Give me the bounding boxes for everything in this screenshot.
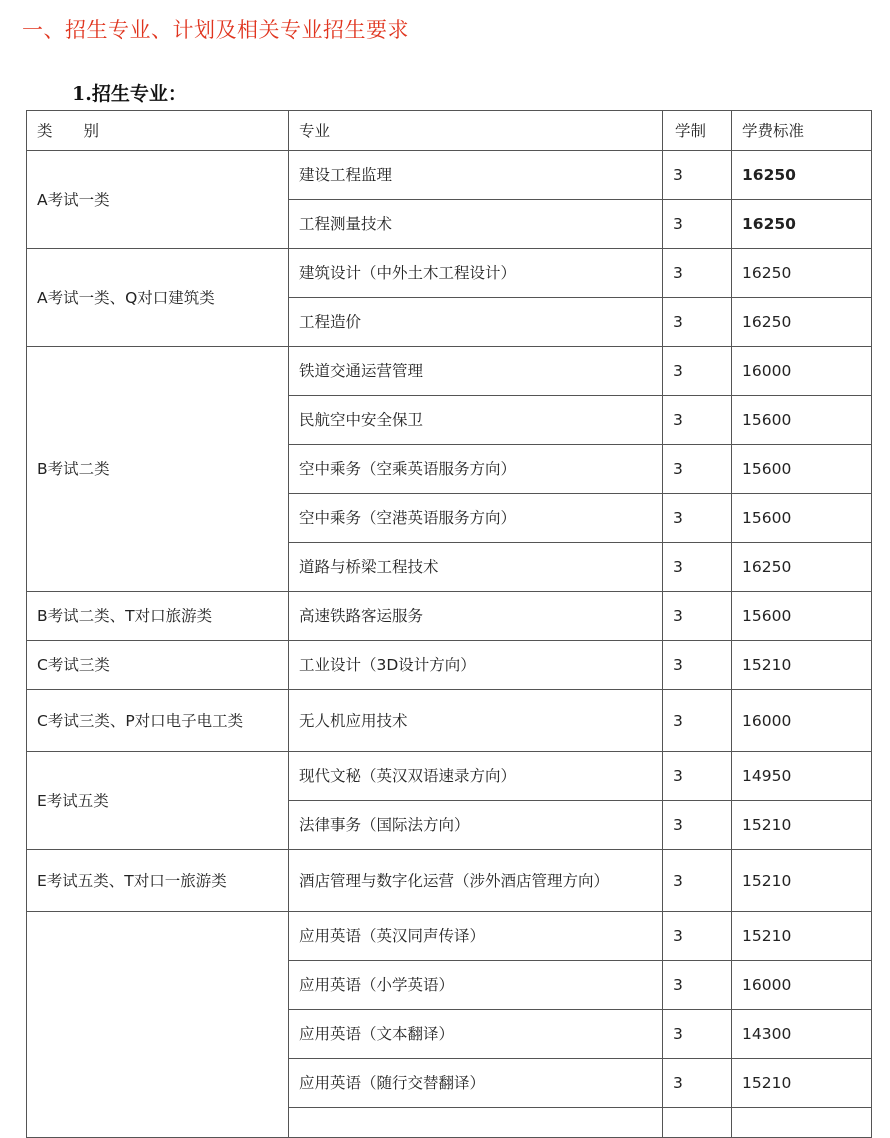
years-cell: 3 bbox=[663, 752, 732, 801]
fee-cell: 15210 bbox=[732, 850, 872, 912]
years-cell: 3 bbox=[663, 801, 732, 850]
years-cell: 3 bbox=[663, 1059, 732, 1108]
category-cell: E考试五类 bbox=[27, 752, 289, 850]
table-row bbox=[27, 151, 872, 200]
category-cell: A考试一类 bbox=[27, 151, 289, 249]
major-cell: 铁道交通运营管理 bbox=[289, 347, 663, 396]
majors-table-body bbox=[27, 111, 872, 1138]
fee-cell: 16250 bbox=[732, 200, 872, 249]
category-cell: B考试二类 bbox=[27, 347, 289, 592]
major-cell: 建设工程监理 bbox=[289, 151, 663, 200]
years-cell: 3 bbox=[663, 690, 732, 752]
major-cell: 工程造价 bbox=[289, 298, 663, 347]
years-cell: 3 bbox=[663, 445, 732, 494]
table-row bbox=[27, 752, 872, 801]
years-cell: 3 bbox=[663, 592, 732, 641]
fee-cell: 16250 bbox=[732, 151, 872, 200]
fee-cell: 16250 bbox=[732, 543, 872, 592]
fee-cell: 16000 bbox=[732, 961, 872, 1010]
years-cell: 3 bbox=[663, 641, 732, 690]
table-row bbox=[27, 912, 872, 961]
header-category: 类 别 bbox=[27, 111, 289, 151]
fee-cell: 16250 bbox=[732, 298, 872, 347]
table-row bbox=[27, 641, 872, 690]
major-cell: 工业设计（3D设计方向） bbox=[289, 641, 663, 690]
years-cell bbox=[663, 1108, 732, 1138]
years-cell: 3 bbox=[663, 543, 732, 592]
major-cell: 民航空中安全保卫 bbox=[289, 396, 663, 445]
fee-cell: 15210 bbox=[732, 912, 872, 961]
major-cell: 无人机应用技术 bbox=[289, 690, 663, 752]
major-cell: 工程测量技术 bbox=[289, 200, 663, 249]
major-cell: 应用英语（文本翻译） bbox=[289, 1010, 663, 1059]
fee-cell: 14300 bbox=[732, 1010, 872, 1059]
years-cell: 3 bbox=[663, 1010, 732, 1059]
major-cell: 空中乘务（空港英语服务方向） bbox=[289, 494, 663, 543]
header-fee: 学费标准 bbox=[732, 111, 872, 151]
years-cell: 3 bbox=[663, 151, 732, 200]
header-major: 专业 bbox=[289, 111, 663, 151]
fee-cell: 14950 bbox=[732, 752, 872, 801]
years-cell: 3 bbox=[663, 961, 732, 1010]
major-cell: 应用英语（随行交替翻译） bbox=[289, 1059, 663, 1108]
major-cell bbox=[289, 1108, 663, 1138]
category-cell: C考试三类、P对口电子电工类 bbox=[27, 690, 289, 752]
fee-cell bbox=[732, 1108, 872, 1138]
fee-cell: 16250 bbox=[732, 249, 872, 298]
fee-cell: 15600 bbox=[732, 494, 872, 543]
years-cell: 3 bbox=[663, 298, 732, 347]
fee-cell: 16000 bbox=[732, 347, 872, 396]
major-cell: 应用英语（小学英语） bbox=[289, 961, 663, 1010]
years-cell: 3 bbox=[663, 396, 732, 445]
fee-cell: 15600 bbox=[732, 445, 872, 494]
fee-cell: 16000 bbox=[732, 690, 872, 752]
fee-cell: 15210 bbox=[732, 1059, 872, 1108]
fee-cell: 15600 bbox=[732, 592, 872, 641]
table-row bbox=[27, 592, 872, 641]
category-cell bbox=[27, 912, 289, 1138]
majors-table bbox=[26, 110, 872, 1138]
category-cell: C考试三类 bbox=[27, 641, 289, 690]
major-cell: 高速铁路客运服务 bbox=[289, 592, 663, 641]
years-cell: 3 bbox=[663, 850, 732, 912]
subsection-heading: 1.招生专业： bbox=[72, 83, 187, 105]
major-cell: 酒店管理与数字化运营（涉外酒店管理方向） bbox=[289, 850, 663, 912]
major-cell: 建筑设计（中外土木工程设计） bbox=[289, 249, 663, 298]
years-cell: 3 bbox=[663, 347, 732, 396]
table-header-row bbox=[27, 111, 872, 151]
major-cell: 道路与桥梁工程技术 bbox=[289, 543, 663, 592]
table-row bbox=[27, 690, 872, 752]
section-heading: 一、招生专业、计划及相关专业招生要求 bbox=[22, 18, 409, 42]
years-cell: 3 bbox=[663, 249, 732, 298]
header-years: 学制 bbox=[663, 111, 732, 151]
category-cell: B考试二类、T对口旅游类 bbox=[27, 592, 289, 641]
fee-cell: 15600 bbox=[732, 396, 872, 445]
major-cell: 法律事务（国际法方向） bbox=[289, 801, 663, 850]
years-cell: 3 bbox=[663, 494, 732, 543]
category-cell: A考试一类、Q对口建筑类 bbox=[27, 249, 289, 347]
table-row bbox=[27, 249, 872, 298]
fee-cell: 15210 bbox=[732, 641, 872, 690]
years-cell: 3 bbox=[663, 912, 732, 961]
major-cell: 应用英语（英汉同声传译） bbox=[289, 912, 663, 961]
fee-cell: 15210 bbox=[732, 801, 872, 850]
table-row bbox=[27, 850, 872, 912]
major-cell: 空中乘务（空乘英语服务方向） bbox=[289, 445, 663, 494]
major-cell: 现代文秘（英汉双语速录方向） bbox=[289, 752, 663, 801]
table-row bbox=[27, 347, 872, 396]
years-cell: 3 bbox=[663, 200, 732, 249]
category-cell: E考试五类、T对口一旅游类 bbox=[27, 850, 289, 912]
